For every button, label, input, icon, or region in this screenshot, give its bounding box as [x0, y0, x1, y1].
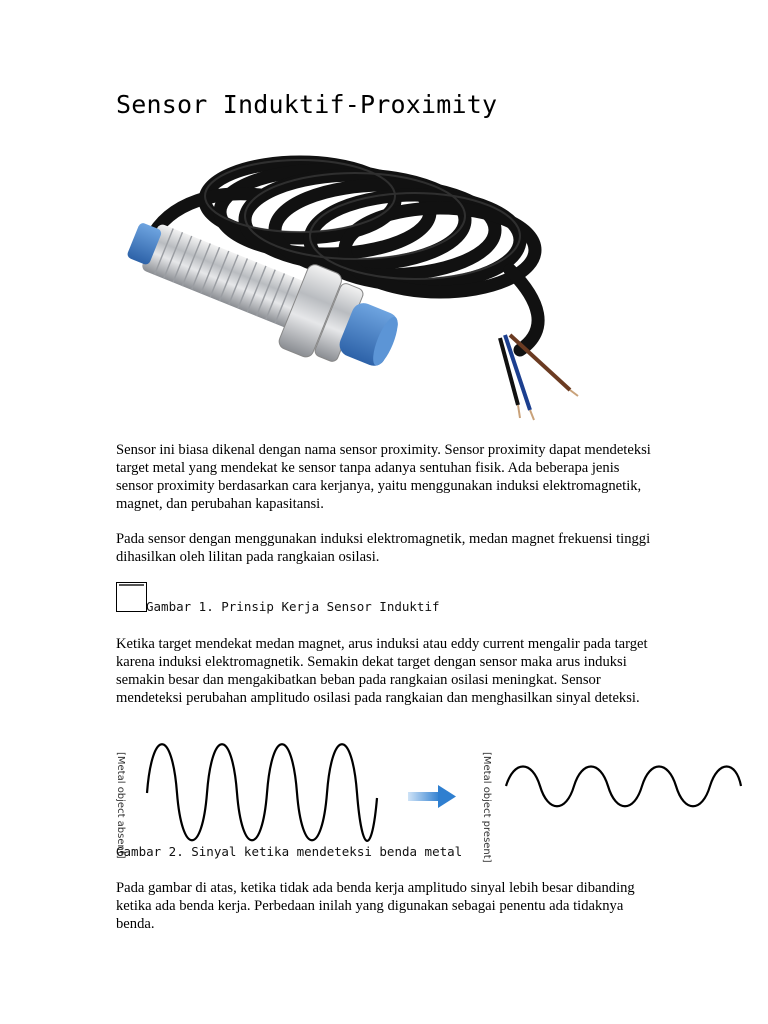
sensor-photo: [110, 140, 590, 425]
arrow-icon: [408, 785, 456, 808]
small-amplitude-wave: [506, 767, 741, 807]
large-amplitude-wave: [147, 744, 377, 841]
page-title: Sensor Induktif-Proximity: [116, 90, 498, 119]
figure-1-caption: Gambar 1. Prinsip Kerja Sensor Induktif: [146, 599, 440, 614]
signal-waveform-figure: [110, 738, 750, 843]
paragraph-induction: Pada sensor dengan menggunakan induksi elektromagnetik, medan magnet frekuensi tinggi dihasilkan oleh lilitan pada rangkaian osilasi.: [116, 531, 651, 565]
label-metal-absent: [Metal object absent]: [115, 752, 126, 859]
broken-image-icon: [116, 582, 147, 612]
paragraph-intro: Sensor ini biasa dikenal dengan nama sensor proximity. Sensor proximity dapat mendeteksi target metal yang mendekat ke sensor tanpa adanya sentuhan fisik. Ada beberapa jenis sensor proximity berdasarkan cara kerjanya, yaitu menggunakan induksi elektromagnetik, magnet, dan perubahan kapasitansi.: [116, 442, 651, 512]
paragraph-eddy-current: Ketika target mendekat medan magnet, arus induksi atau eddy current mengalir pada target karena induksi elektromagnetik. Semakin dekat target dengan sensor maka arus induksi semakin besar dan mengakibatkan beban pada rangkaian osilasi meningkat. Sensor mendeteksi perubahan amplitudo osilasi pada rangkaian dan menghasilkan sinyal deteksi.: [116, 636, 648, 706]
paragraph-conclusion: Pada gambar di atas, ketika tidak ada benda kerja amplitudo sinyal lebih besar dibanding ketika ada benda kerja. Perbedaan inilah yang digunakan sebagai penentu ada tidaknya benda.: [116, 880, 635, 932]
label-metal-present: [Metal object present]: [481, 752, 492, 863]
figure-2-caption: Gambar 2. Sinyal ketika mendeteksi benda metal: [116, 844, 463, 859]
